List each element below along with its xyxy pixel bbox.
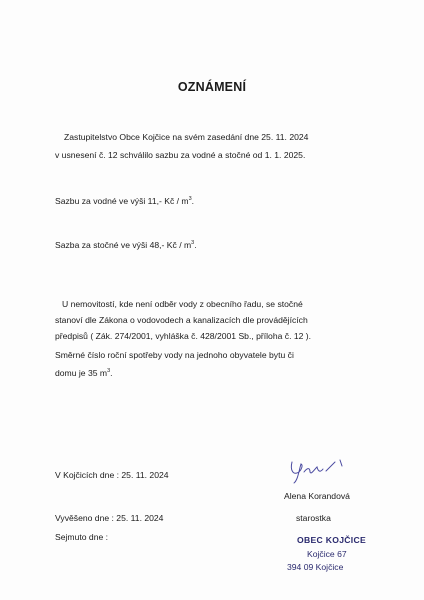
document-title: OZNÁMENÍ (177, 80, 247, 94)
water-rate-line (55, 193, 194, 208)
signer-role: starostka (296, 513, 331, 523)
consumption-exponent: 3 (107, 368, 111, 374)
sewage-rate-line (55, 237, 197, 252)
stamp-street: Kojčice 67 (307, 549, 347, 559)
intro-line-1: Zastupitelstvo Obce Kojčice na svém zasedání dne 25. 11. 2024 (64, 132, 309, 142)
consumption-line-2 (55, 365, 113, 380)
water-rate-text: Sazbu za vodné ve výši 11,- Kč / m (55, 196, 189, 206)
signature (280, 456, 350, 486)
stamp-city: 394 09 Kojčice (287, 562, 344, 572)
removed-date: Sejmuto dne : (55, 532, 109, 542)
consumption-period: . (110, 368, 113, 378)
notice-line-3: předpisů ( Zák. 274/2001, vyhláška č. 428/2001 Sb., příloha č. 12 ). (55, 331, 312, 341)
notice-line-2: stanoví dle Zákona o vodovodech a kanalizacích dle provádějících (55, 315, 308, 325)
intro-line-2: v usnesení č. 12 schválilo sazbu za vodné a stočné od 1. 1. 2025. (55, 150, 306, 160)
consumption-text: domu je 35 m (55, 368, 108, 378)
stamp-name: OBEC KOJČICE (297, 535, 367, 545)
posted-date: Vyvěšeno dne : 25. 11. 2024 (55, 513, 164, 523)
water-rate-period: . (191, 196, 195, 206)
sewage-rate-period: . (194, 240, 197, 250)
sewage-rate-exponent: 3 (191, 240, 195, 246)
consumption-line-1: Směrné číslo roční spotřeby vody na jednoho obyvatele bytu či (55, 350, 294, 360)
water-rate-exponent: 3 (188, 196, 192, 202)
place-date: V Kojčicích dne : 25. 11. 2024 (55, 470, 169, 480)
notice-line-1: U nemovitostí, kde není odběr vody z obecního řadu, se stočné (62, 299, 303, 309)
sewage-rate-text: Sazba za stočné ve výši 48,- Kč / m (55, 240, 192, 250)
signer-name: Alena Korandová (284, 491, 350, 501)
